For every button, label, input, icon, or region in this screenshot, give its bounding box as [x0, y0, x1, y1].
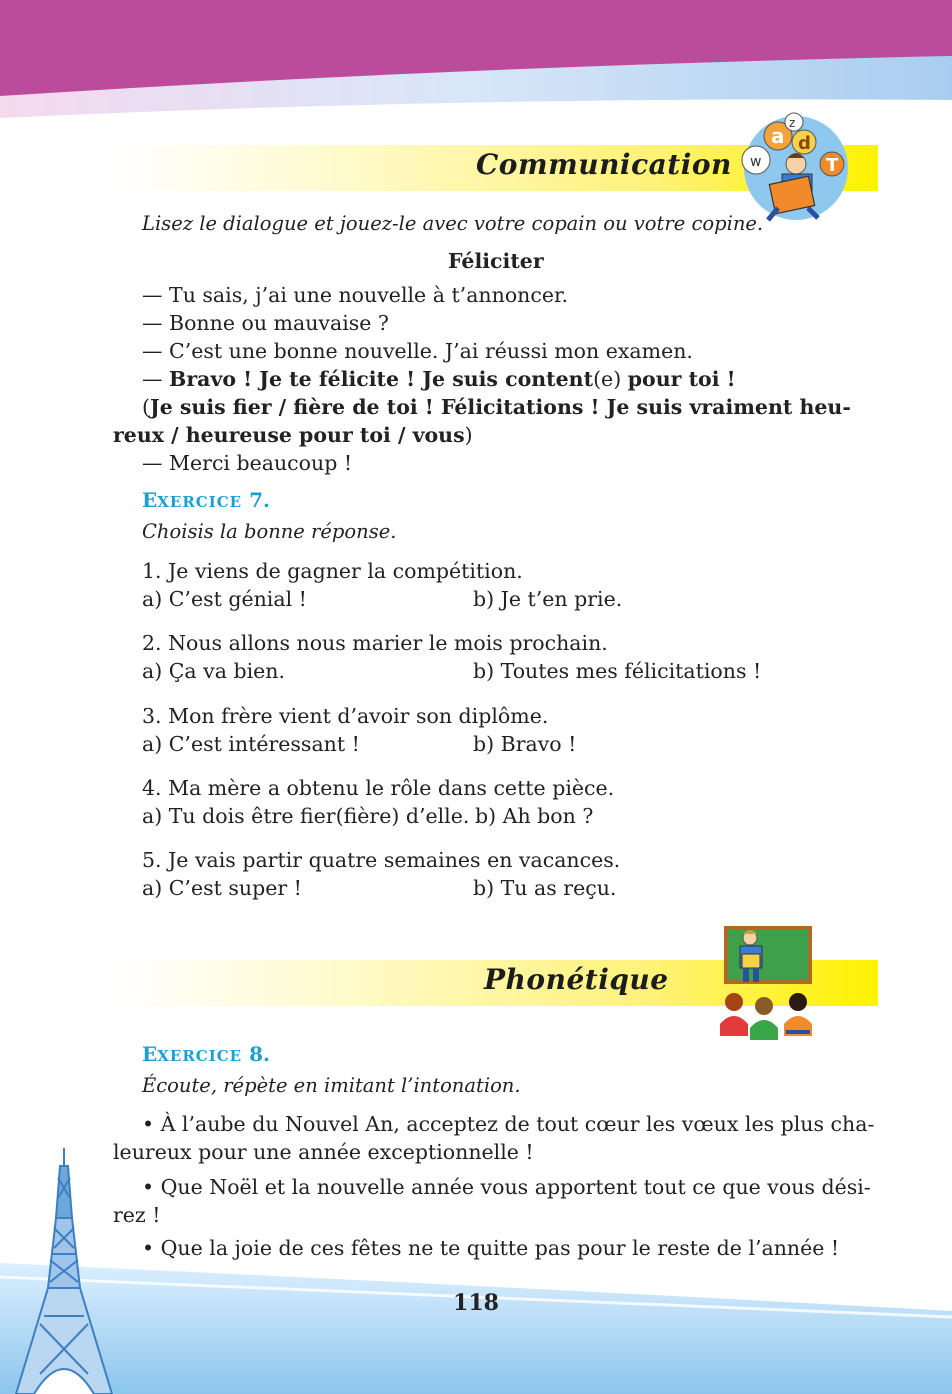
- phrase-line: rez !: [113, 1203, 161, 1227]
- answer-b[interactable]: b) Tu as reçu.: [473, 876, 617, 900]
- answer-b[interactable]: b) Bravo !: [473, 732, 577, 756]
- dash: —: [142, 367, 170, 391]
- exercise-8-instruction: Écoute, répète en imitant l’intonation.: [142, 1074, 521, 1097]
- exercise-7-instruction: Choisis la bonne réponse.: [142, 520, 397, 543]
- pour-toi-text: pour toi !: [627, 367, 736, 391]
- exercise-7-label: [142, 488, 270, 512]
- bravo-text: Bravo ! Je te félicite ! Je suis content: [169, 367, 594, 391]
- answer-a[interactable]: a) C’est intéressant !: [142, 732, 360, 756]
- answer-a[interactable]: a) C’est génial !: [142, 587, 307, 611]
- phrase-line: • Que Noël et la nouvelle année vous apportent tout ce que vous dési-: [142, 1175, 871, 1199]
- answer-a[interactable]: a) Ça va bien.: [142, 659, 286, 683]
- answer-b[interactable]: b) Je t’en prie.: [473, 587, 623, 611]
- answer-b[interactable]: b) Toutes mes félicitations !: [473, 659, 762, 683]
- eiffel-tower-illustration: [8, 1148, 120, 1394]
- dialogue-line: — C’est une bonne nouvelle. J’ai réussi mon examen.: [142, 339, 693, 363]
- dialogue-line: — Merci beaucoup !: [142, 451, 353, 475]
- label-rest: XERCICE: [157, 493, 243, 511]
- question: 1. Je viens de gagner la compétition.: [142, 559, 523, 583]
- exercise-8-label: [142, 1042, 270, 1066]
- boy-with-letters-icon: [738, 112, 850, 224]
- label-number: 7.: [249, 488, 270, 512]
- question: 5. Je vais partir quatre semaines en vacances.: [142, 848, 621, 872]
- label-number: 8.: [249, 1042, 270, 1066]
- label-initial: E: [142, 1042, 158, 1066]
- dialogue-line-bold: [113, 421, 473, 449]
- page-number: 118: [453, 1290, 499, 1316]
- dialogue-line: — Tu sais, j’ai une nouvelle à t’annoncer.: [142, 283, 569, 307]
- alternatives-text: Je suis fier / fière de toi ! Félicitations ! Je suis vraiment heu-: [150, 395, 851, 419]
- letter-z-icon: z: [789, 116, 796, 130]
- classroom-teacher-icon: [712, 924, 824, 1042]
- question: 2. Nous allons nous marier le mois prochain.: [142, 631, 608, 655]
- gender-suffix: (e): [593, 367, 628, 391]
- dialogue-line-bold: [142, 393, 851, 421]
- answer-b[interactable]: b) Ah bon ?: [475, 804, 594, 828]
- answer-a[interactable]: a) Tu dois être fier(fière) d’elle.: [142, 804, 470, 828]
- communication-instruction: Lisez le dialogue et jouez-le avec votre copain ou votre copine.: [142, 212, 764, 235]
- phrase-line: • À l’aube du Nouvel An, acceptez de tout cœur les vœux les plus cha-: [142, 1112, 875, 1136]
- close-paren: ): [464, 423, 473, 447]
- letter-t-icon: T: [826, 155, 839, 176]
- dialogue-title: Féliciter: [448, 249, 544, 273]
- communication-title: Communication: [476, 148, 732, 181]
- letter-a-icon: a: [771, 124, 785, 148]
- open-paren: (: [142, 395, 150, 419]
- phonetique-title: Phonétique: [484, 963, 669, 996]
- alternatives-text-cont: reux / heureuse pour toi / vous: [113, 423, 465, 447]
- answer-a[interactable]: a) C’est super !: [142, 876, 302, 900]
- label-initial: E: [142, 488, 158, 512]
- dialogue-line: — Bonne ou mauvaise ?: [142, 311, 389, 335]
- question: 4. Ma mère a obtenu le rôle dans cette pièce.: [142, 776, 615, 800]
- label-rest: XERCICE: [157, 1047, 243, 1065]
- phrase-line: • Que la joie de ces fêtes ne te quitte pas pour le reste de l’année !: [142, 1236, 840, 1260]
- header-band: [0, 0, 952, 120]
- footer-band: [0, 1255, 952, 1394]
- phrase-line: leureux pour une année exceptionnelle !: [113, 1140, 534, 1164]
- dialogue-line-bold: [142, 365, 736, 393]
- letter-d-icon: d: [798, 133, 811, 154]
- question: 3. Mon frère vient d’avoir son diplôme.: [142, 704, 549, 728]
- letter-w-icon: w: [750, 154, 762, 170]
